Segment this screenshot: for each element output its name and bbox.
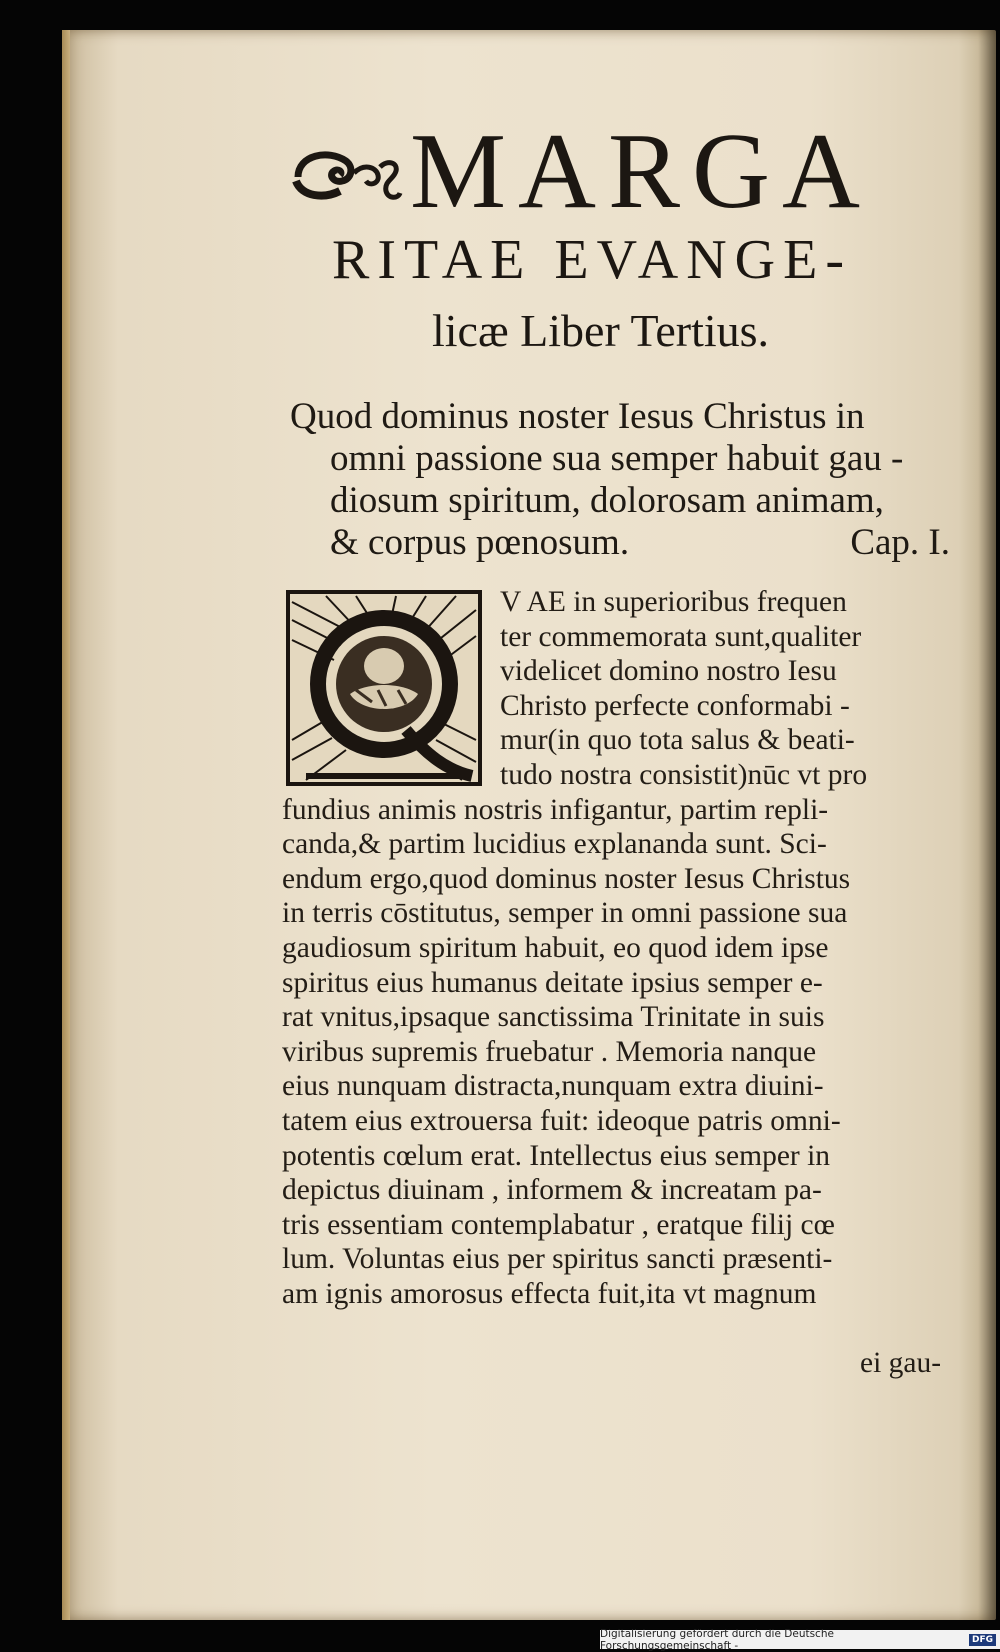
body-line: mur(in quo tota salus & beati- [500,724,855,757]
body-line: rat vnitus,ipsaque sanctissima Trinitate in suis [282,1001,825,1034]
body-line: endum ergo,quod dominus noster Iesus Christus [282,862,851,895]
body-line: depictus diuinam , informem & increatam pa- [282,1174,822,1207]
body-line: Christo perfecte conformabi - [500,689,850,722]
body-line: ter commemorata sunt,qualiter [500,620,862,653]
body-line: V AE in superioribus frequen [500,586,847,618]
body-line: tris essentiam contemplabatur , eratque filij cœ [282,1208,835,1241]
footer-text: Digitalisierung gefördert durch die Deutsche Forschungsgemeinschaft - [600,1627,834,1652]
chapter-number: Cap. I. [850,522,950,563]
body-line: tudo nostra consistit)nūc vt pro [500,758,868,791]
heading-line-2: RITAE EVANGE- [332,229,852,291]
chapter-title-line: Quod dominus noster Iesus Christus in [290,396,865,437]
body-line: videlicet domino nostro Iesu [500,655,837,688]
body-line: eius nunquam distracta,nunquam extra diuini- [282,1070,824,1103]
chapter-title-line: diosum spiritum, dolorosam animam, [330,480,884,521]
chapter-title-last-line [290,522,950,564]
body-line: in terris cōstitutus, semper in omni passione sua [282,897,848,930]
heading-marga: MARGA [410,112,873,231]
body-line: gaudiosum spiritum habuit, eo quod idem ipse [282,931,829,964]
chapter-title-line: omni passione sua semper habuit gau - [330,438,904,479]
digitization-footer [600,1627,1000,1652]
dfg-logo: DFG [969,1634,996,1646]
body-line: am ignis amorosus effecta fuit,ita vt magnum [282,1277,817,1310]
fleuron-ornament-icon [288,137,406,207]
catchword: ei gau- [860,1347,942,1379]
body-line: spiritus eius humanus deitate ipsius semper e- [282,966,823,999]
body-line: tatem eius extrouersa fuit: ideoque patris omni- [282,1104,841,1137]
chapter-title-last-text: & corpus pœnosum. [330,522,630,563]
chapter-title [290,396,950,564]
body-line: lum. Voluntas eius per spiritus sancti præsenti- [282,1243,833,1276]
heading-line-3: licæ Liber Tertius. [432,305,770,356]
body-line: canda,& partim lucidius explananda sunt. Sci- [282,828,827,861]
body-text [282,585,954,1311]
body-line: fundius animis nostris infigantur, partim repli- [282,793,829,826]
heading-line-1 [288,112,873,231]
body-line: viribus supremis fruebatur . Memoria nanque [282,1035,817,1068]
body-line: potentis cœlum erat. Intellectus eius semper in [282,1139,831,1172]
